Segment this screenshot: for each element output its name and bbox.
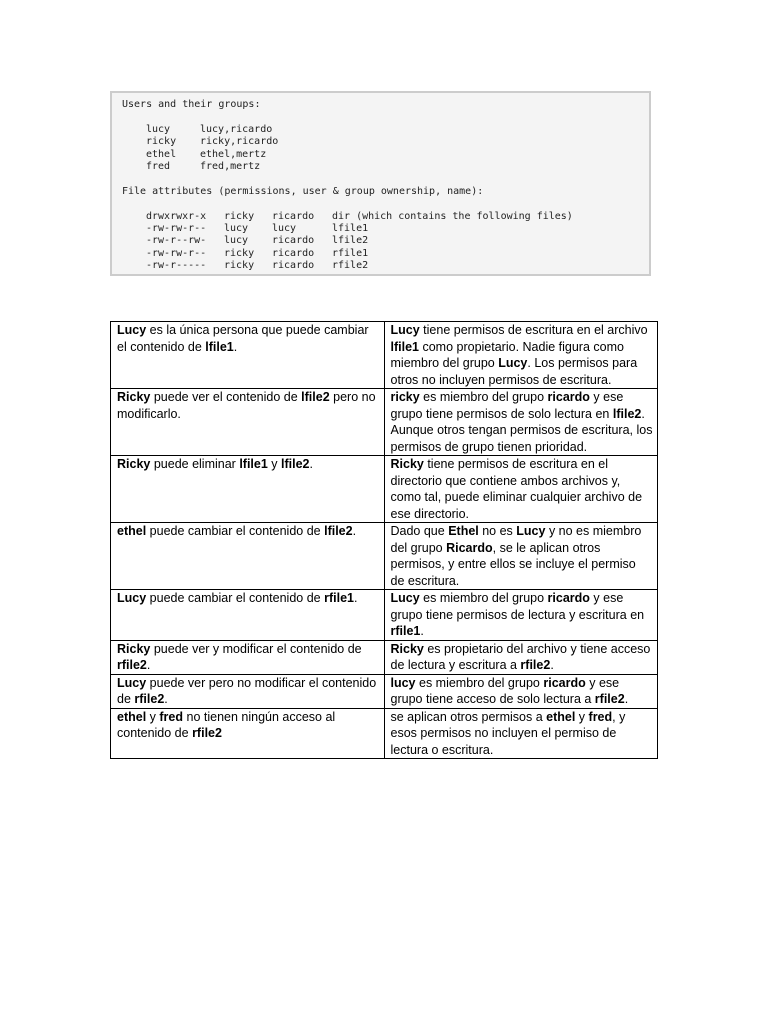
table-row: [111, 456, 658, 523]
bold-term: rfile2: [520, 658, 551, 672]
bold-term: Ricky: [117, 641, 151, 656]
bold-term: fred: [159, 709, 184, 724]
bold-term: rfile2: [134, 692, 165, 706]
bold-term: ethel: [117, 709, 147, 724]
bold-term: Ricky: [390, 641, 424, 656]
file-group: ricardo: [272, 247, 315, 259]
bold-term: lfile1: [205, 339, 234, 354]
cell-text: .: [353, 591, 358, 605]
table-row: [111, 640, 658, 674]
cell-text: tiene permisos de escritura en el archivo: [419, 323, 648, 337]
file-row: [122, 223, 649, 235]
file-owner: lucy: [224, 235, 249, 247]
statements-table: [110, 321, 658, 759]
file-name: lfile1: [332, 222, 369, 234]
bold-term: Lucy: [117, 591, 147, 605]
files-header: File attributes (permissions, user & group ownership, name):: [122, 185, 484, 197]
file-row: [122, 260, 649, 272]
explanation-cell: [384, 674, 658, 708]
file-name: lfile2: [332, 235, 369, 247]
table-row: [111, 523, 658, 590]
explanation-cell: [384, 523, 658, 590]
user-name: ethel: [146, 148, 177, 160]
explanation-cell: [384, 322, 658, 389]
user-name: lucy: [146, 123, 171, 135]
file-group: ricardo: [272, 235, 315, 247]
cell-text: .: [352, 524, 357, 538]
user-row: [122, 149, 649, 161]
user-row: [122, 161, 649, 173]
bold-term: ricky: [390, 390, 420, 404]
cell-text: y no es miembro del grupo: [390, 524, 642, 555]
table-row: [111, 322, 658, 389]
cell-text: es miembro del grupo: [419, 591, 548, 605]
table-row: [111, 674, 658, 708]
cell-text: .: [146, 658, 151, 672]
bold-term: ricardo: [547, 390, 590, 404]
cell-text: no es: [478, 524, 517, 538]
file-owner: ricky: [224, 247, 255, 259]
cell-text: puede cambiar el contenido de: [146, 591, 325, 605]
bold-term: Ricky: [390, 457, 424, 471]
bold-term: Lucy: [117, 675, 147, 690]
bold-term: rfile2: [192, 726, 222, 740]
file-permissions: -rw-rw-r--: [146, 222, 207, 234]
bold-term: ethel: [546, 709, 576, 724]
cell-text: . Aunque otros tengan permisos de escritura, los permisos de grupo tienen prioridad.: [390, 406, 653, 454]
bold-term: rfile2: [594, 692, 625, 706]
cell-text: puede ver el contenido de: [150, 390, 302, 404]
bold-term: lfile2: [301, 390, 330, 404]
file-permissions: -rw-r--rw-: [146, 235, 207, 247]
bold-term: lfile1: [239, 457, 268, 471]
bold-term: lfile2: [324, 524, 353, 538]
cell-text: pero no modificarlo.: [117, 390, 376, 421]
explanation-cell: [384, 590, 658, 641]
cell-text: . Los permisos para otros no incluyen permisos de escritura.: [390, 356, 638, 387]
file-row: [122, 248, 649, 260]
statement-cell: [111, 640, 385, 674]
bold-term: Ricky: [117, 390, 151, 404]
cell-text: y: [267, 457, 282, 471]
user-row: [122, 124, 649, 136]
cell-text: puede cambiar el contenido de: [146, 524, 325, 538]
bold-term: lfile1: [390, 339, 419, 354]
file-name: rfile2: [332, 260, 369, 272]
file-row: [122, 211, 649, 223]
bold-term: fred: [588, 709, 613, 724]
bold-term: Lucy: [498, 356, 528, 370]
statement-cell: [111, 708, 385, 759]
cell-text: puede ver y modificar el contenido de: [150, 641, 362, 656]
bold-term: rfile1: [390, 624, 421, 638]
cell-text: y ese grupo tiene permisos de solo lectura en: [390, 390, 624, 421]
file-permissions: drwxrwxr-x: [146, 210, 207, 222]
user-name: fred: [146, 160, 171, 172]
table-row: [111, 389, 658, 456]
cell-text: es miembro del grupo: [415, 675, 544, 690]
file-group: ricardo: [272, 210, 315, 222]
table-row: [111, 708, 658, 759]
file-owner: ricky: [224, 210, 255, 222]
blank-line: [122, 198, 649, 210]
bold-term: Lucy: [390, 323, 420, 337]
bold-term: Lucy: [117, 323, 147, 337]
user-groups: ricky,ricardo: [200, 136, 279, 148]
cell-text: .: [164, 692, 168, 706]
bold-term: rfile1: [324, 591, 354, 605]
bold-term: Ethel: [448, 524, 479, 538]
bold-term: ethel: [117, 524, 147, 538]
statement-cell: [111, 674, 385, 708]
bold-term: Lucy: [390, 591, 420, 605]
file-permissions: -rw-r-----: [146, 260, 207, 272]
user-groups: fred,mertz: [200, 160, 261, 172]
bold-term: lucy: [390, 675, 416, 690]
cell-text: puede eliminar: [150, 457, 240, 471]
user-row: [122, 136, 649, 148]
user-groups: ethel,mertz: [200, 148, 267, 160]
statement-cell: [111, 456, 385, 523]
statement-cell: [111, 322, 385, 389]
explanation-cell: [384, 389, 658, 456]
statement-cell: [111, 523, 385, 590]
bold-term: Ricky: [117, 457, 151, 471]
file-name: rfile1: [332, 247, 369, 259]
explanation-cell: [384, 456, 658, 523]
cell-text: tiene permisos de escritura en el directorio que contiene ambos archivos y, como tal, puede eliminar cualquier archivo de ese directorio.: [390, 457, 643, 521]
bold-term: ricardo: [547, 591, 590, 605]
cell-text: y ese grupo tiene acceso de solo lectura a: [390, 675, 620, 706]
bold-term: lfile2: [612, 406, 642, 421]
code-listing: [110, 91, 651, 276]
cell-text: .: [309, 457, 313, 471]
explanation-cell: [384, 708, 658, 759]
file-row: [122, 235, 649, 247]
file-owner: ricky: [224, 260, 255, 272]
cell-text: .: [624, 692, 629, 706]
file-group: ricardo: [272, 260, 315, 272]
cell-text: puede ver pero no modificar el contenido de: [117, 675, 377, 706]
cell-text: y ese grupo tiene permisos de lectura y escritura en: [390, 591, 645, 622]
bold-term: lfile2: [281, 457, 310, 471]
explanation-cell: [384, 640, 658, 674]
users-header: Users and their groups:: [122, 99, 261, 110]
cell-text: , se le aplican otros permisos, y entre ellos se incluye el permiso de escritura.: [390, 540, 636, 588]
cell-text: y: [575, 709, 589, 724]
blank-line: [122, 111, 649, 123]
bold-term: ricardo: [543, 675, 586, 690]
cell-text: como propietario. Nadie figura como miembro del grupo: [390, 339, 624, 370]
user-groups: lucy,ricardo: [200, 123, 273, 135]
statement-cell: [111, 389, 385, 456]
bold-term: Ricardo: [446, 540, 493, 555]
cell-text: no tienen ningún acceso al contenido de: [117, 709, 336, 740]
cell-text: .: [420, 624, 424, 638]
file-owner: lucy: [224, 222, 249, 234]
cell-text: es miembro del grupo: [419, 390, 548, 404]
bold-term: Lucy: [516, 524, 546, 538]
cell-text: se aplican otros permisos a: [390, 709, 547, 724]
cell-text: .: [550, 658, 554, 672]
file-group: lucy: [272, 222, 297, 234]
cell-text: Dado que: [390, 524, 449, 538]
file-name: dir (which contains the following files): [332, 210, 573, 222]
statement-cell: [111, 590, 385, 641]
cell-text: es la única persona que puede cambiar el contenido de: [117, 323, 369, 354]
blank-line: [122, 173, 649, 185]
bold-term: rfile2: [117, 658, 147, 672]
file-permissions: -rw-rw-r--: [146, 247, 207, 259]
user-name: ricky: [146, 136, 177, 148]
cell-text: y: [146, 709, 160, 724]
cell-text: .: [233, 339, 238, 354]
table-row: [111, 590, 658, 641]
cell-text: , y esos permisos no incluyen el permiso de lectura o escritura.: [390, 709, 626, 757]
cell-text: es propietario del archivo y tiene acceso de lectura y escritura a: [390, 641, 651, 672]
